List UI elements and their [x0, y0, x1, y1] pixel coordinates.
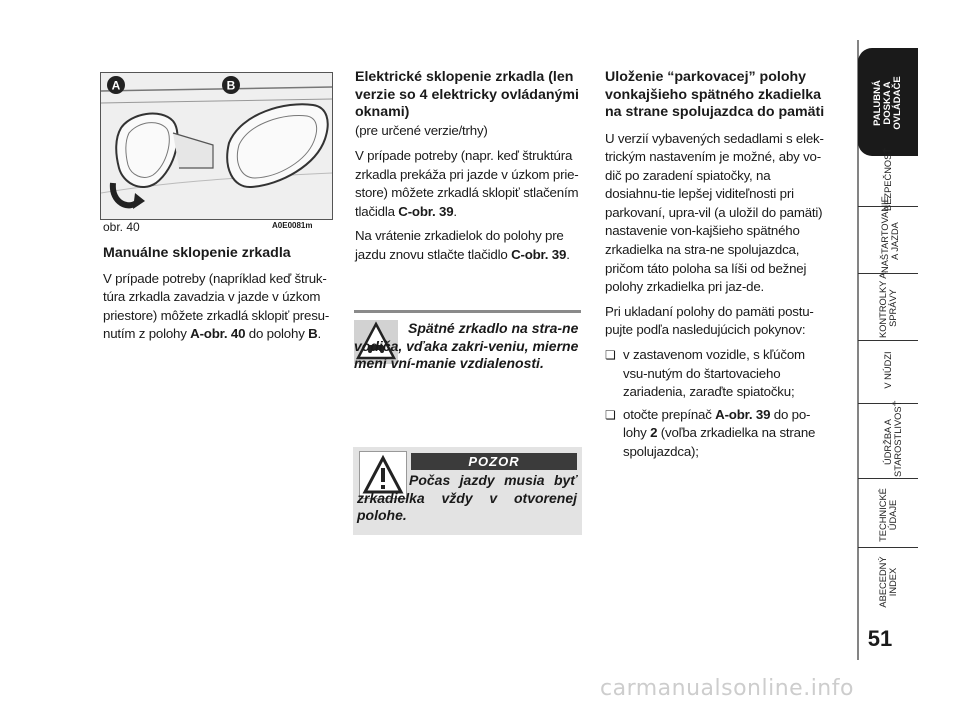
note-box — [354, 320, 581, 398]
watermark: carmanualsonline.info — [600, 676, 854, 701]
mirror-illustration — [101, 73, 332, 219]
heading-manual-folding: Manuálne sklopenie zrkadla — [103, 245, 291, 261]
tab-warning-lights[interactable]: KONTROLKY A SPRÁVY — [858, 274, 918, 341]
paragraph-manual-folding: V prípade potreby (napríklad keď štruk-túra zrkadla zavadzia v jazde v úzkom priestore) môžete zrkadlá sklopiť presu-nutím z polohy A-obr. 40 do polohy B. — [103, 270, 330, 342]
figure-label-a: A — [111, 78, 121, 93]
paragraph-electric-1: V prípade potreby (napr. keď štruktúra zrkadla prekáža pri jazde v úzkom prie-store) môžete zrkadlá sklopiť stlačením tlačidla C-obr. 39. — [355, 148, 579, 219]
warning-text: Počas jazdy musia byť zrkadielka vždy v otvorenej polohe. — [357, 472, 577, 523]
paragraph-parking-2: Pri ukladaní polohy do pamäti postu-pujte podľa nasledujúcich pokynov: — [605, 303, 814, 338]
tab-technical-data[interactable]: TECHNICKÉ ÚDAJE — [858, 479, 918, 548]
note-divider — [354, 310, 581, 313]
warning-box — [353, 447, 582, 535]
warning-title: POZOR — [411, 453, 577, 470]
figure-label-b: B — [226, 78, 236, 93]
tab-index[interactable]: ABECEDNÝ INDEX — [878, 556, 898, 608]
list-item: ❏ otočte prepínač A-obr. 39 do po-lohy 2 (voľba zrkadielka na strane spolujazdca); — [605, 406, 829, 462]
column-3 — [605, 69, 829, 462]
tab-maintenance[interactable]: ÚDRŽBA A STAROSTLIVOSŤ — [858, 404, 918, 479]
paragraph-electric-2: Na vrátenie zrkadielok do polohy pre jazdu znovu stlačte tlačidlo C-obr. 39. — [355, 228, 570, 263]
page-number: 51 — [867, 626, 893, 651]
tab-starting-driving[interactable]: NAŠTARTOVANIE A JAZDA — [858, 207, 918, 274]
heading-parking-position: Uloženie “parkovacej” polohy vonkajšieho spätného zkadielka na strane spolujazdca do pamäti — [605, 69, 825, 120]
paragraph-parking-1: U verzií vybavených sedadlami s elek-trickým nastavením je možné, aby vo-dič po zaradení spiatočky, na dosiahnu-tie lepšej viditeľnosti pri parkovaní, upra-vil (a uložil do pamäti) nastavenie von-kajšieho spätného zrkadielka na stra-ne spolujazdca, pričom táto poloha sa líši od bežnej polohy zrkadielka pri jaz-de. — [605, 130, 824, 295]
tab-safety[interactable]: BEZPEČNOSŤ — [858, 156, 918, 207]
tab-dashboard[interactable]: PALUBNÁ DOSKA A OVLÁDAČE — [872, 76, 903, 130]
steps-list — [605, 346, 829, 462]
tab-emergency[interactable]: V NÚDZI — [858, 341, 918, 404]
column-1 — [103, 245, 335, 344]
note-text: Spätné zrkadlo na stra-ne vodiča, vďaka zakri-veniu, mierne mení vní-manie vzdialenosti. — [354, 320, 579, 371]
list-item: ❏ v zastavenom vozidle, s kľúčom vsu-nutým do štartovacieho zariadenia, zaraďte spiatočku; — [605, 346, 829, 402]
figure-caption: obr. 40 — [103, 220, 140, 234]
subheading-versions: (pre určené verzie/trhy) — [355, 122, 488, 138]
heading-electric-folding: Elektrické sklopenie zrkadla (len verzie so 4 elektricky ovládanými oknami) — [355, 69, 579, 120]
mirror-figure — [100, 72, 333, 220]
figure-code: A0E0081m — [272, 221, 313, 230]
column-2 — [355, 69, 582, 265]
